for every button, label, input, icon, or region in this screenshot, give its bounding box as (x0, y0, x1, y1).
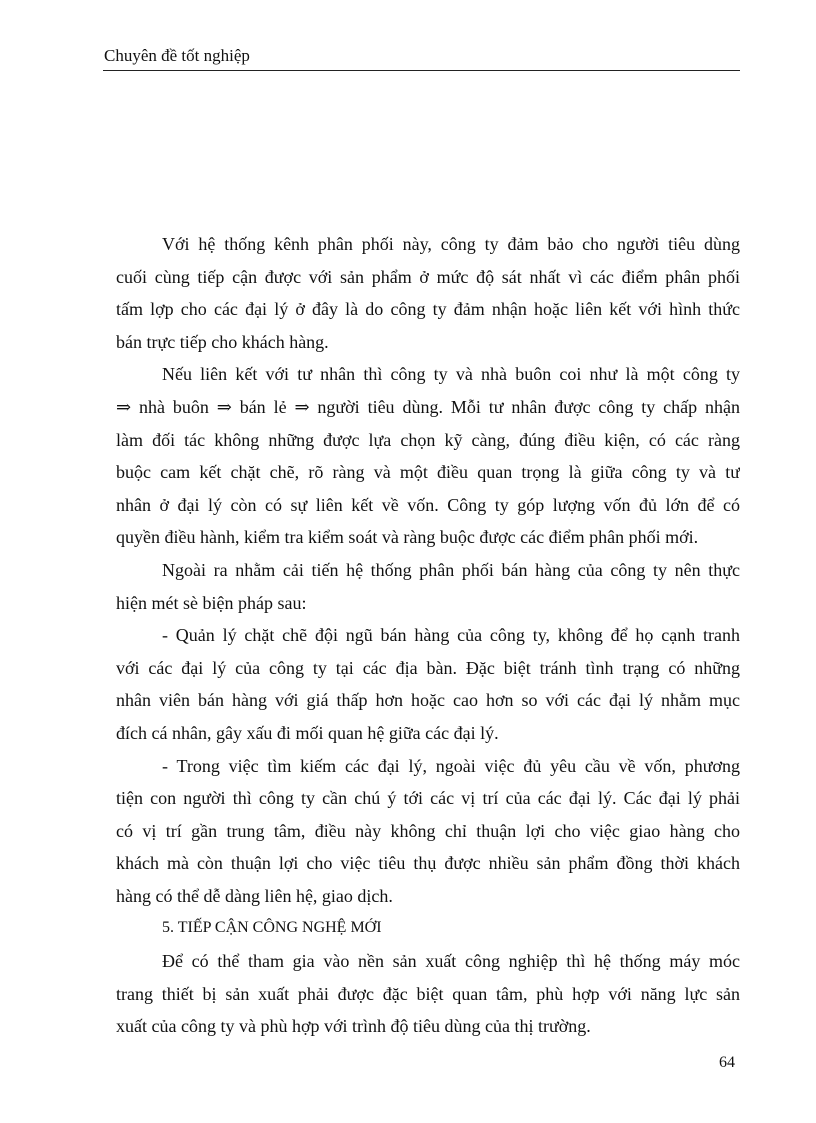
page-number: 64 (719, 1054, 735, 1071)
document-body (116, 228, 740, 1043)
running-header: Chuyên đề tốt nghiệp (104, 46, 250, 65)
text-line: hiện mét sè biện pháp sau: (116, 592, 307, 613)
paragraph (116, 554, 740, 619)
text-line: tấm lợp cho các đại lý ở đây là do công ty đảm nhận hoặc liên kết với hình thức (116, 299, 740, 320)
text-line: nhân ở đại lý còn có sự liên kết về vốn. Công ty góp lượng vốn đủ lớn để có (116, 494, 740, 515)
text-line: ⇒ nhà buôn ⇒ bán lẻ ⇒ người tiêu dùng. Mỗi tư nhân được công ty chấp nhận (116, 396, 740, 417)
text-line: quyền điều hành, kiểm tra kiểm soát và ràng buộc được các điểm phân phối mới. (116, 527, 699, 548)
text-line: buộc cam kết chặt chẽ, rõ ràng và một điều quan trọng là giữa công ty và tư (116, 462, 740, 483)
paragraph (116, 945, 740, 1043)
text-line: 5. TIẾP CẬN CÔNG NGHỆ MỚI (162, 919, 382, 937)
text-line: - Trong việc tìm kiếm các đại lý, ngoài việc đủ yêu cầu về vốn, phương (162, 755, 740, 776)
text-line: hàng có thể dễ dàng liên hệ, giao dịch. (116, 885, 393, 906)
text-line: khách mà còn thuận lợi cho việc tiêu thụ được nhiều sản phẩm đồng thời khách (116, 853, 740, 874)
text-line: nhân viên bán hàng với giá thấp hơn hoặc cao hơn so với các đại lý nhằm mục (116, 690, 740, 711)
text-line: - Quản lý chặt chẽ đội ngũ bán hàng của công ty, không để họ cạnh tranh (162, 625, 740, 646)
text-line: Với hệ thống kênh phân phối này, công ty đảm bảo cho người tiêu dùng (162, 234, 740, 254)
text-line: Nếu liên kết với tư nhân thì công ty và nhà buôn coi như là một công ty (162, 364, 740, 385)
text-line: bán trực tiếp cho khách hàng. (116, 331, 329, 352)
paragraph (116, 619, 740, 749)
text-line: với các đại lý của công ty tại các địa bàn. Đặc biệt tránh tình trạng có những (116, 657, 740, 678)
text-line: làm đối tác không những được lựa chọn kỹ càng, đúng điều kiện, có các ràng (116, 429, 740, 450)
text-line: trang thiết bị sản xuất phải được đặc biệt quan tâm, phù hợp với năng lực sản (116, 983, 740, 1004)
text-line: đích cá nhân, gây xấu đi mối quan hệ giữa các đại lý. (116, 722, 499, 743)
paragraph (116, 228, 740, 358)
paragraph (116, 750, 740, 913)
header-rule (103, 70, 740, 71)
section-heading (116, 912, 740, 945)
text-line: xuất của công ty và phù hợp với trình độ tiêu dùng của thị trường. (116, 1016, 591, 1037)
text-line: Ngoài ra nhằm cải tiến hệ thống phân phối bán hàng của công ty nên thực (162, 559, 740, 580)
text-line: có vị trí gần trung tâm, điều này không chỉ thuận lợi cho việc giao hàng cho (116, 820, 740, 841)
paragraph (116, 358, 740, 554)
text-line: Để có thể tham gia vào nền sản xuất công nghiệp thì hệ thống máy móc (162, 951, 740, 972)
text-line: cuối cùng tiếp cận được với sản phẩm ở mức độ sát nhất vì các điểm phân phối (116, 266, 740, 287)
text-line: tiện con người thì công ty cần chú ý tới các vị trí của các đại lý. Các đại lý phải (116, 788, 740, 809)
